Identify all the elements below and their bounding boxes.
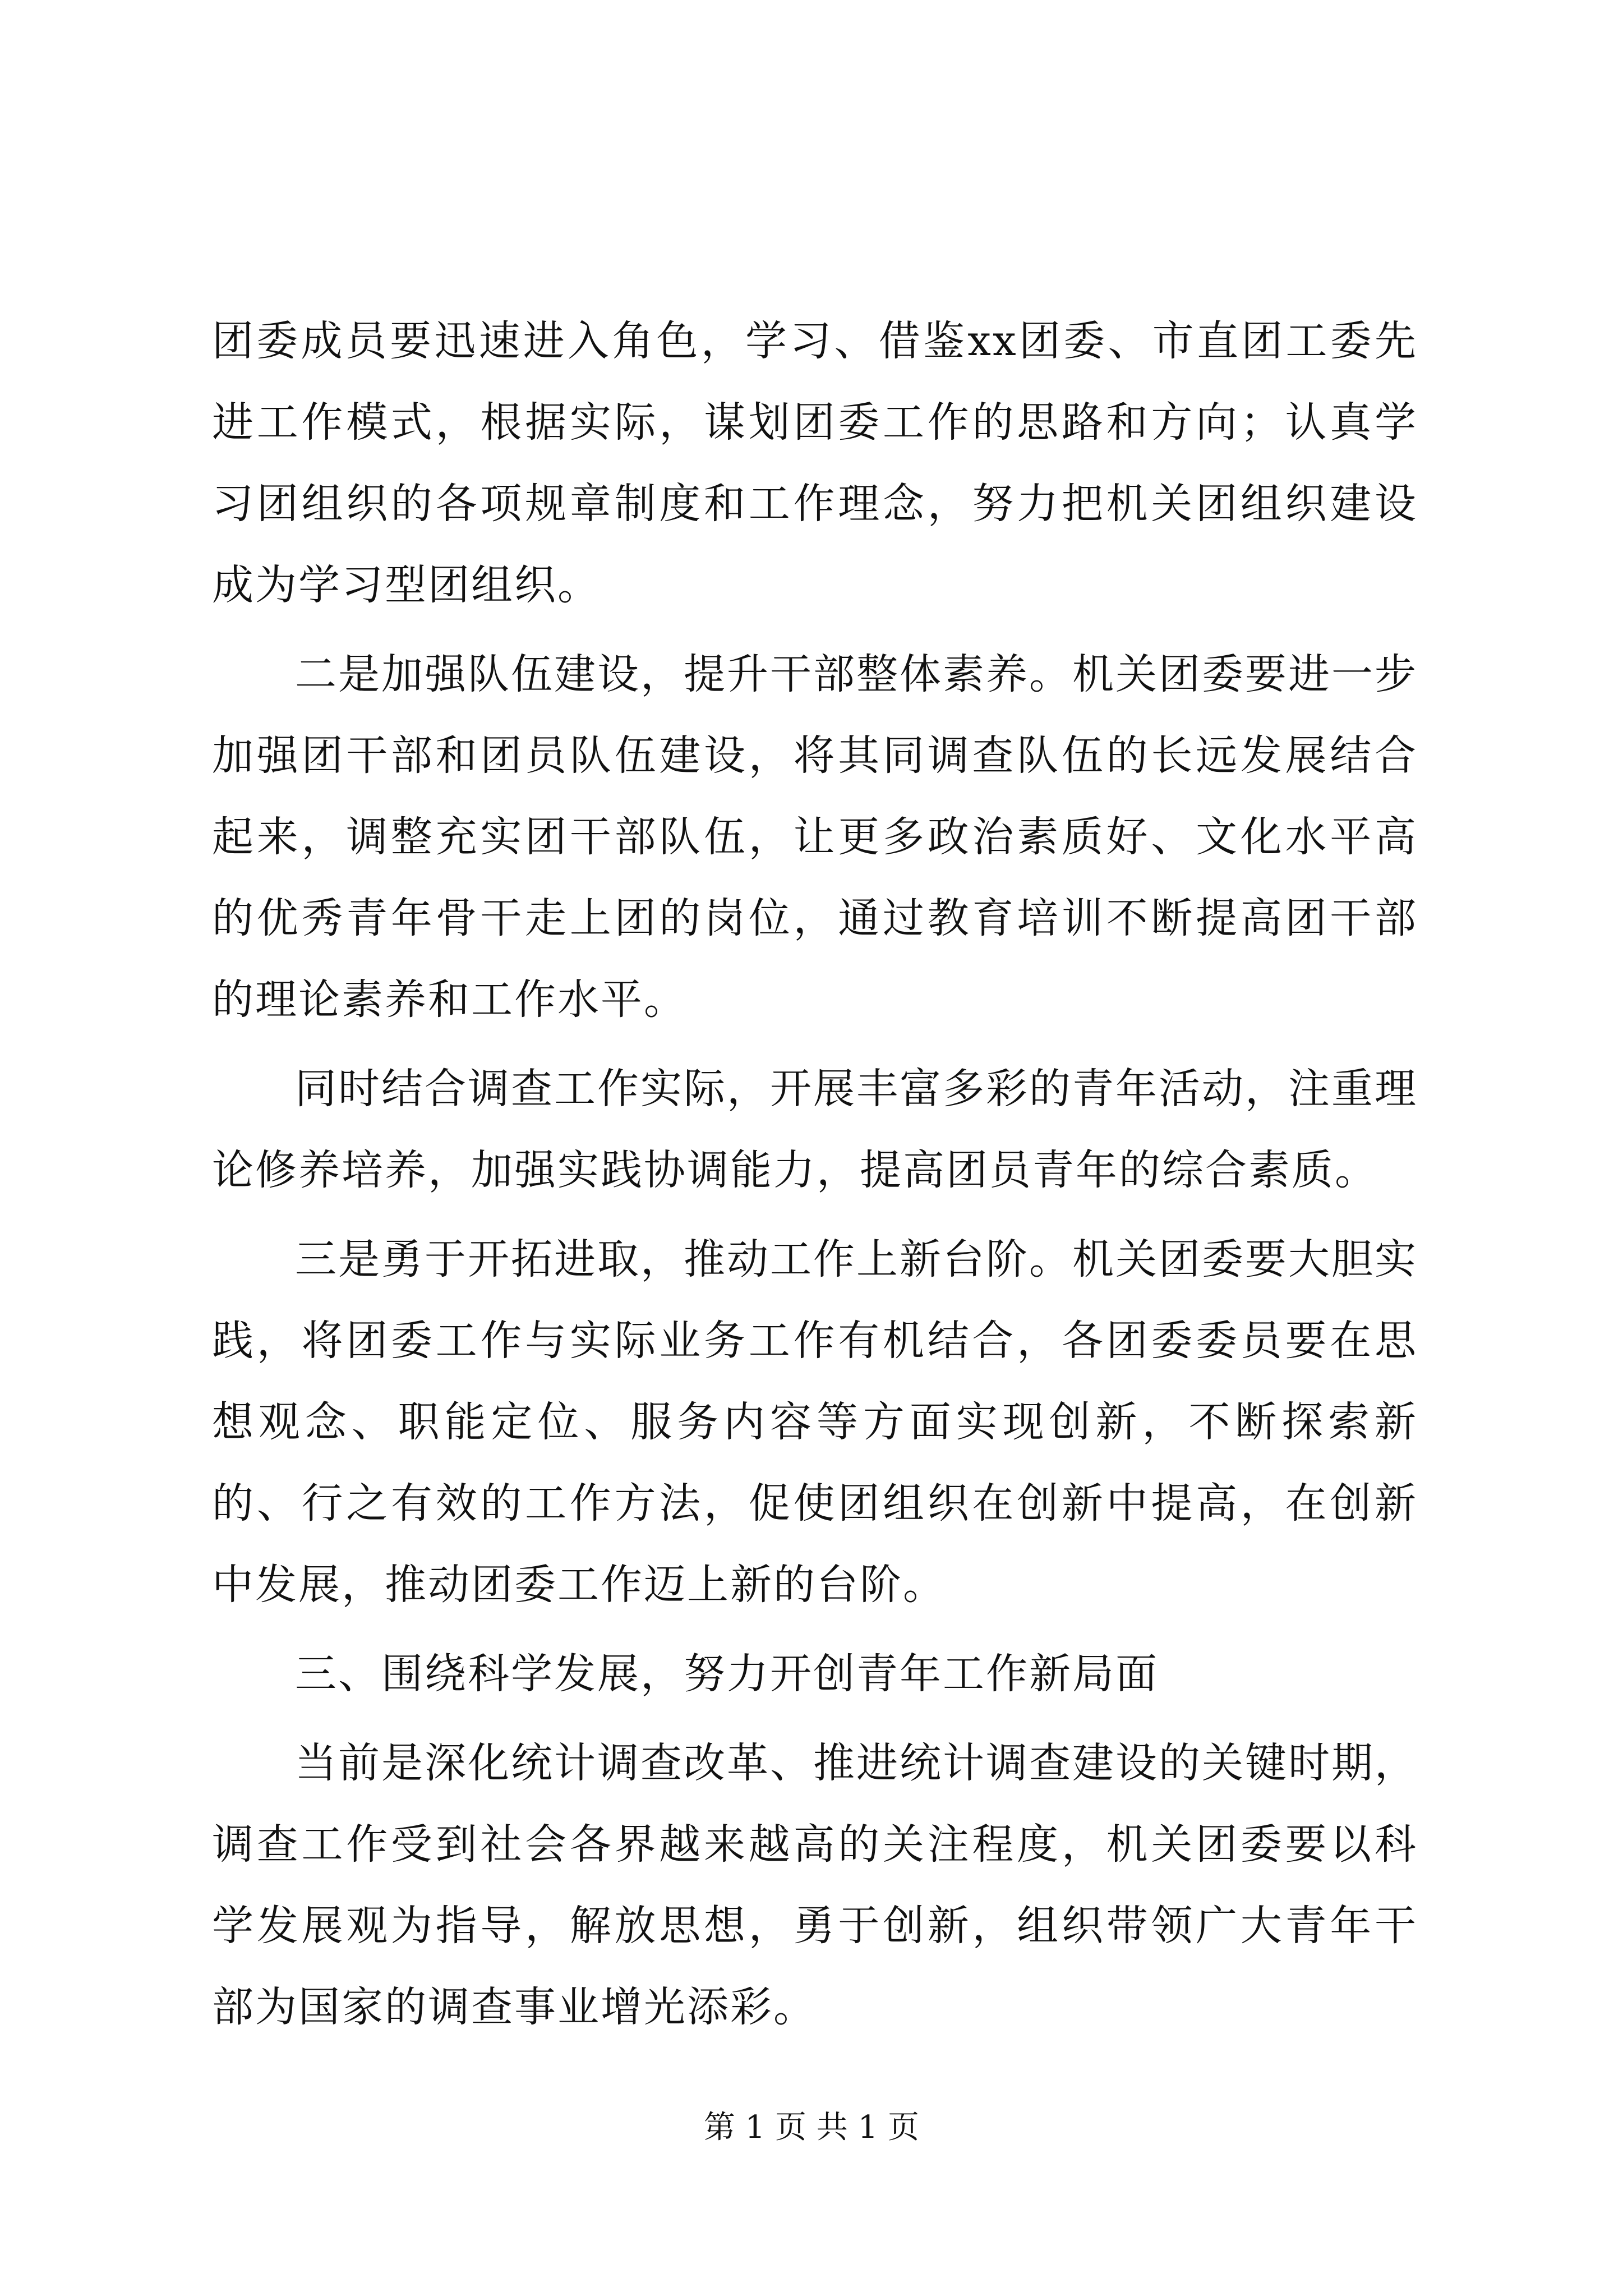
paragraph-team-building: 二是加强队伍建设，提升干部整体素养。机关团委要进一步加强团干部和团员队伍建设，将其同调查队伍的长远发展结合起来，调整充实团干部队伍，让更多政治素质好、文化水平高的优秀青年骨干走上团的岗位，通过教育培训不断提高团干部的理论素养和工作水平。 <box>212 650 1418 1024</box>
paragraph-youth-activities: 同时结合调查工作实际，开展丰富多彩的青年活动，注重理论修养培养，加强实践协调能力，提高团员青年的综合素质。 <box>212 1065 1418 1194</box>
paragraph-innovation: 三是勇于开拓进取，推动工作上新台阶。机关团委要大胆实践，将团委工作与实际业务工作有机结合，各团委委员要在思想观念、职能定位、服务内容等方面实现创新，不断探索新的、行之有效的工作方法，促使团组织在创新中提高，在创新中发展，推动团委工作迈上新的台阶。 <box>212 1235 1418 1609</box>
page-number-footer: 第 1 页 共 1 页 <box>703 2109 920 2146</box>
document-body <box>212 301 1418 2056</box>
section-heading: 三、围绕科学发展，努力开创青年工作新局面 <box>295 1650 1159 1698</box>
paragraph-scientific-development: 当前是深化统计调查改革、推进统计调查建设的关键时期，调查工作受到社会各界越来越高的关注程度，机关团委要以科学发展观为指导，解放思想，勇于创新，组织带领广大青年干部为国家的调查事业增光添彩。 <box>212 1739 1418 2031</box>
paragraph-continuation: 团委成员要迅速进入角色，学习、借鉴xx团委、市直团工委先进工作模式，根据实际，谋划团委工作的思路和方向；认真学习团组织的各项规章制度和工作理念，努力把机关团组织建设成为学习型团组织。 <box>212 317 1418 609</box>
